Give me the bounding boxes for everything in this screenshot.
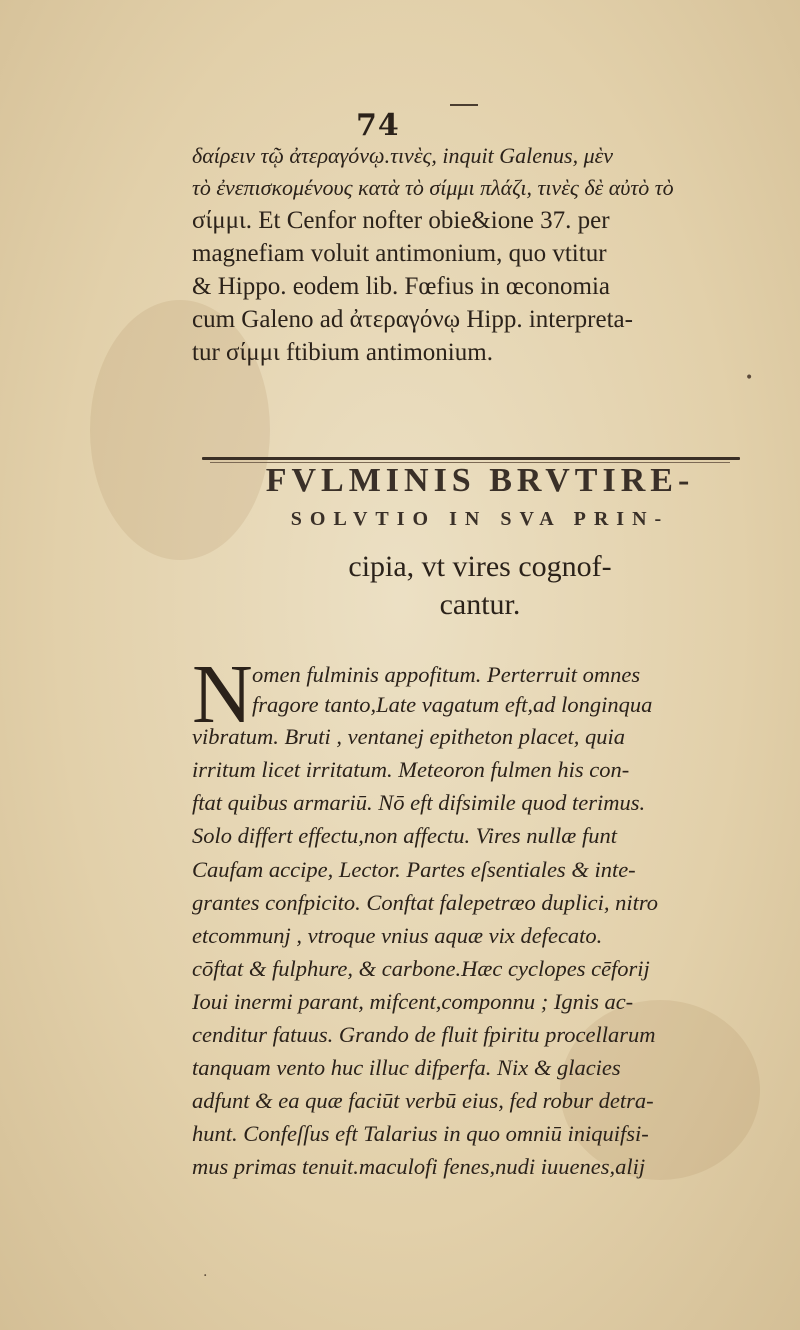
section-rule	[202, 457, 740, 460]
text-line: & Hippo. eodem lib. Fœfius in œconomia	[192, 273, 611, 300]
text-line: magnefiam voluit antimonium, quo vtitur	[192, 240, 607, 267]
text-line: τὸ ἐνεπισκομένους κατὰ τὸ σίμμι πλάζι, τινὲς δὲ αὐτὸ τὸ	[192, 175, 674, 200]
text-line: σίμμι. Et Cenfor nofter obie&ione 37. per	[192, 207, 610, 234]
body-line: Caufam accipe, Lector. Partes eſsentiales & inte-	[192, 857, 636, 882]
body-line: etcommunj , vtroque vnius aquæ vix defecato.	[192, 923, 603, 948]
body-line: grantes confpicito. Conftat falepetræo duplici, nitro	[192, 890, 659, 915]
header-rule	[450, 104, 478, 106]
body-line: adfunt & ea quæ faciūt verbū eius, fed robur detra-	[192, 1088, 654, 1113]
body-line: fragore tanto,Late vagatum eft,ad longinqua	[252, 692, 653, 717]
body-line: ftat quibus armariū. Nō eft difsimile quod terimus.	[192, 790, 646, 815]
body-line: Solo differt effectu,non affectu. Vires nullæ funt	[192, 823, 617, 848]
body-line: cōftat & fulphure, & carbone.Hæc cyclopes cēforij	[192, 956, 650, 981]
body-line: mus primas tenuit.maculofi fenes,nudi iuuenes,alij	[192, 1154, 646, 1179]
text-line: δαίρειν τῷ ἀτεραγόνῳ.τινὲς, inquit Galenus, μὲν	[192, 143, 614, 168]
body-line: tanquam vento huc illuc difperfa. Nix & glacies	[192, 1055, 621, 1080]
section-heading-line: SOLVTIO IN SVA PRIN-	[290, 508, 670, 530]
ink-speck: ·	[203, 1268, 208, 1284]
page-number: 74	[356, 108, 400, 143]
body-line: Ioui inermi parant, mifcent,componnu ; Ignis ac-	[192, 989, 634, 1014]
text-line: tur σίμμι ftibium antimonium.	[192, 339, 493, 366]
section-heading-line: FVLMINIS BRVTIRE-	[265, 462, 695, 499]
text-line: cum Galeno ad ἀτεραγόνῳ Hipp. interpreta-	[192, 306, 633, 333]
body-line: hunt. Confeſſus eft Talarius in quo omniū iniquifsi-	[192, 1121, 649, 1146]
body-line: omen fulminis appofitum. Perterruit omnes	[252, 662, 641, 687]
drop-capital: N	[192, 648, 253, 741]
body-line: vibratum. Bruti , ventanej epitheton placet, quia	[192, 724, 626, 749]
body-line: irritum licet irritatum. Meteoron fulmen his con-	[192, 757, 630, 782]
ink-speck: •	[745, 370, 754, 386]
body-line: cenditur fatuus. Grando de fluit fpiritu procellarum	[192, 1022, 656, 1047]
section-heading-line: cantur.	[439, 588, 521, 621]
section-heading-line: cipia, vt vires cognof-	[348, 550, 612, 583]
